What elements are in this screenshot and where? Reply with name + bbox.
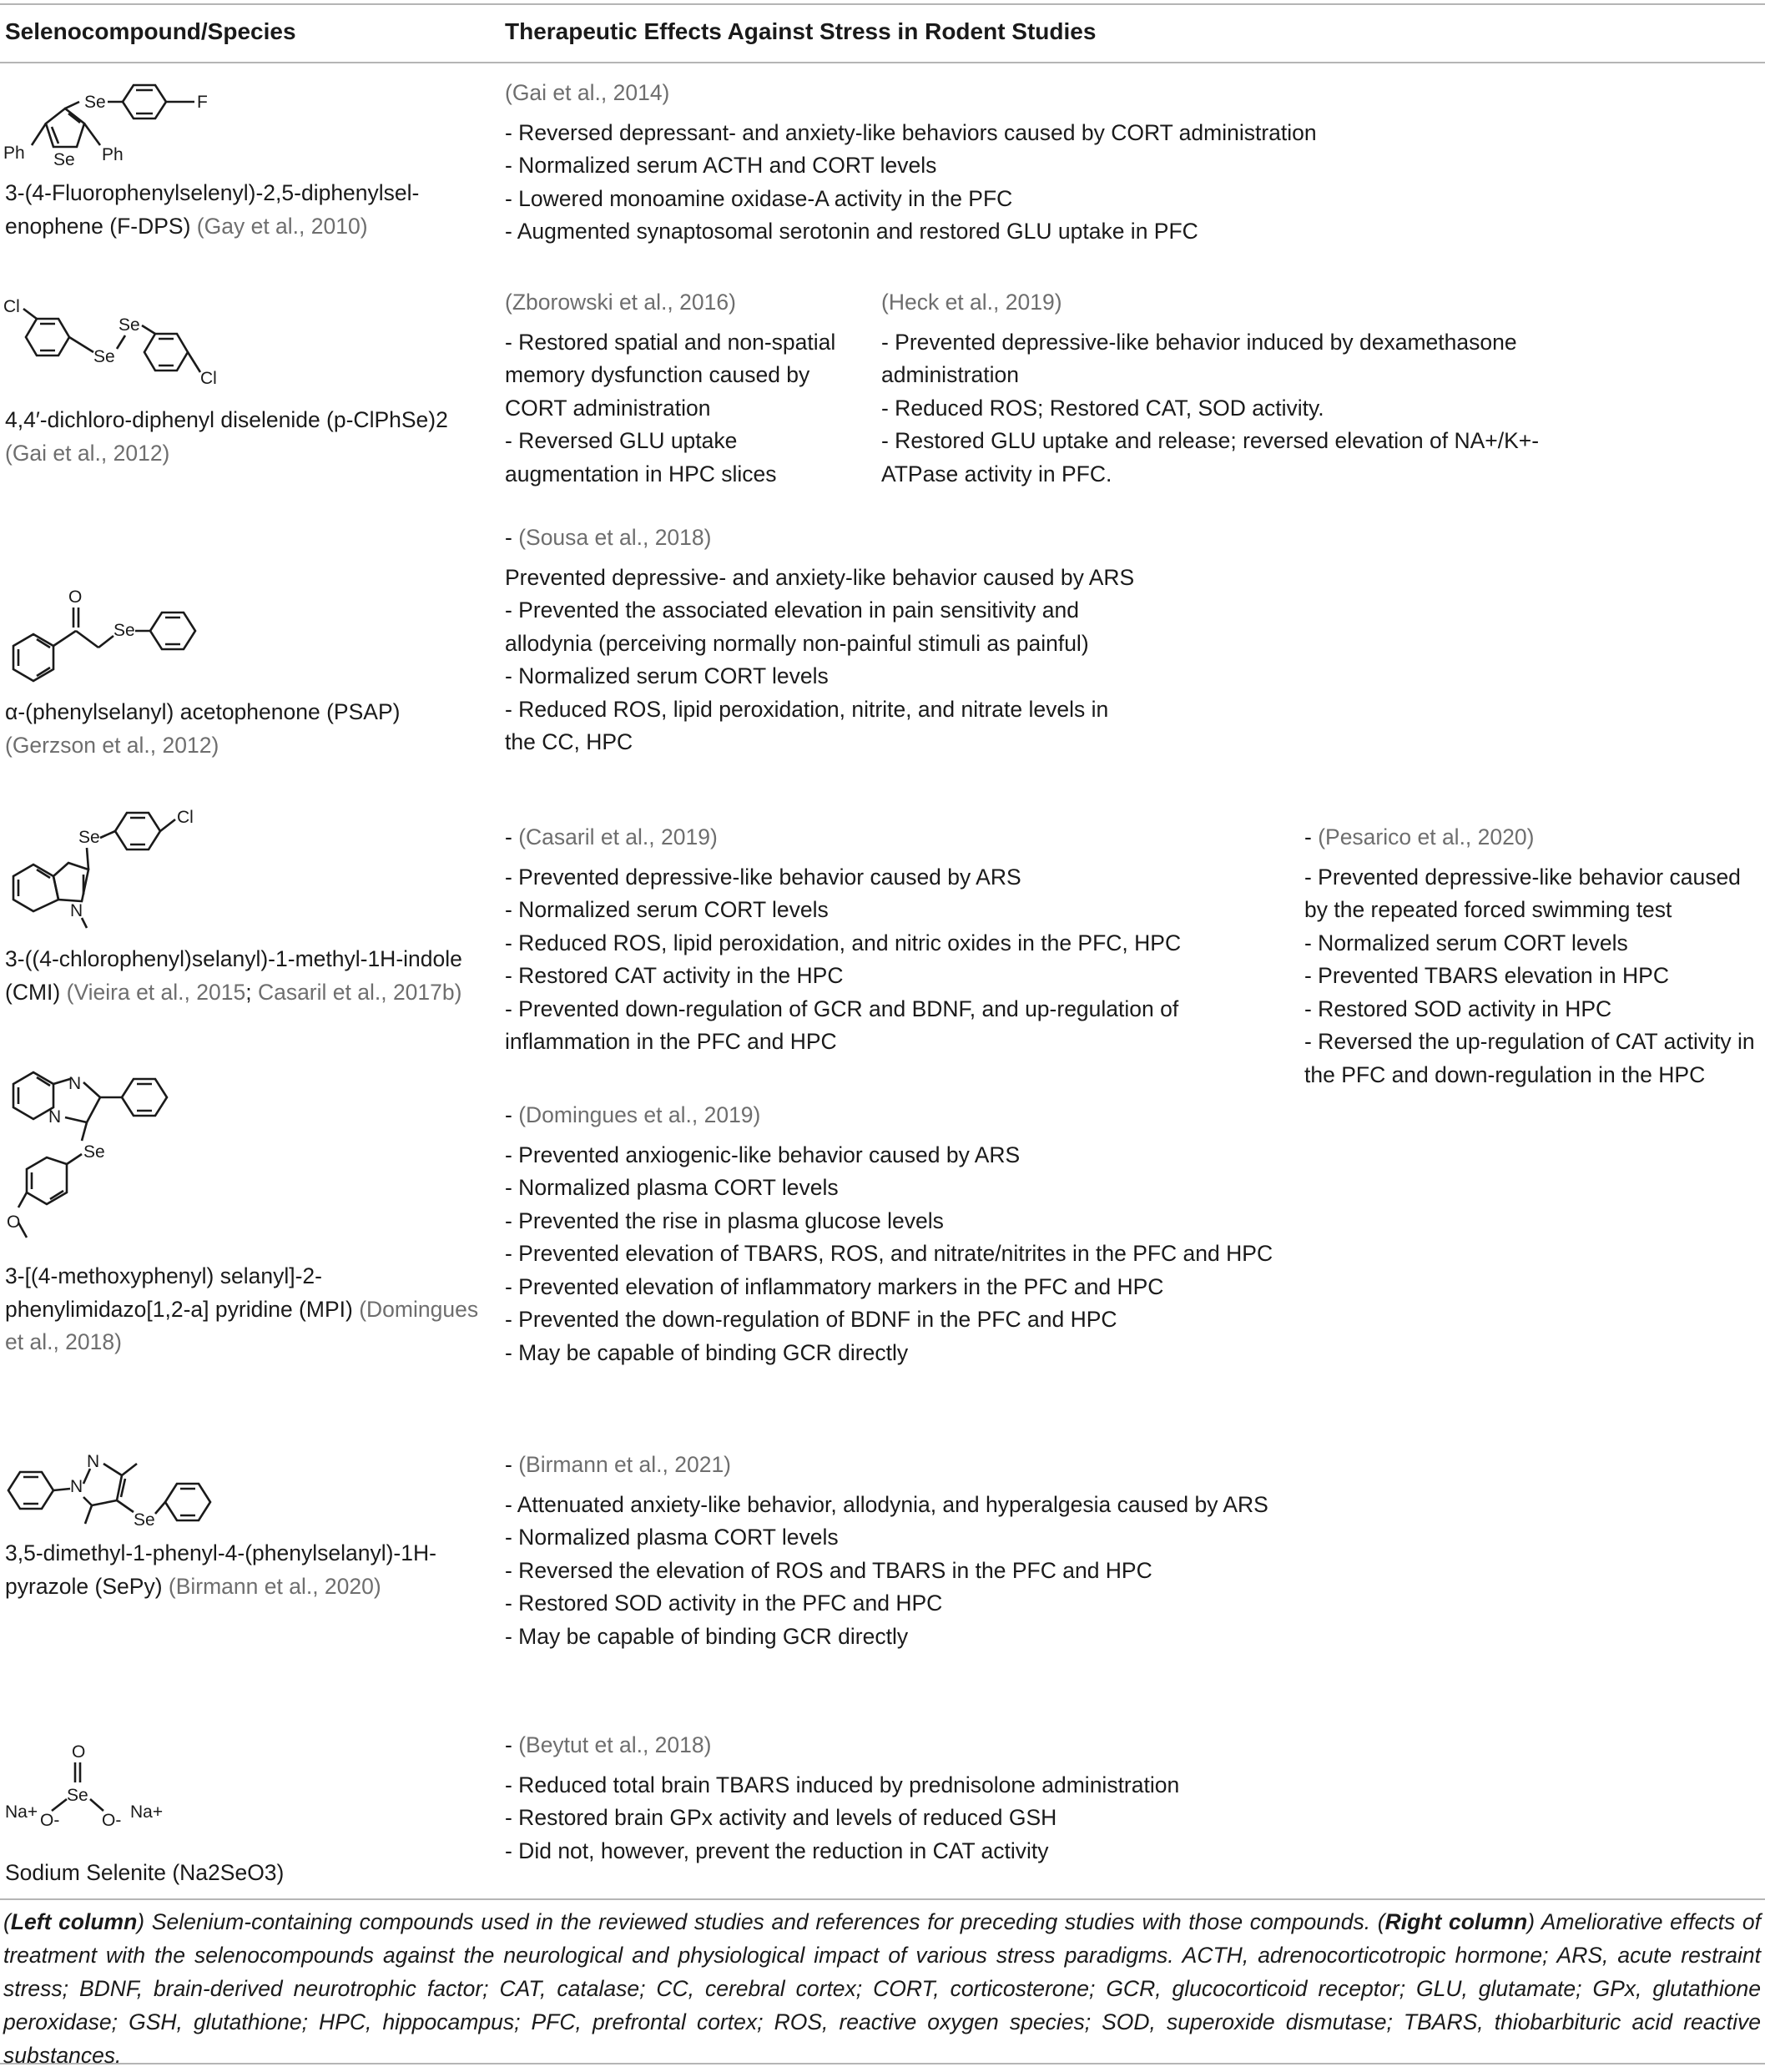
effect-item: - Prevented TBARS elevation in HPC <box>1304 963 1669 988</box>
effect-item: - Normalized plasma CORT levels <box>505 1175 839 1200</box>
table-caption: (Left column) Selenium-containing compounds used in the reviewed studies and references for preceding studies with those compounds. (Right column) Ameliorative effects of treatment with the selenocompounds against the neurological and physiological impact of various stress paradigms. ACTH, adrenocorticotropic hormone; ARS, acute restraint stress; BDNF, brain-derived neurotrophic factor; CAT, catalase; CC, cerebral cortex; CORT, corticosterone; GCR, glucocorticoid receptor; GLU, glutamate; GPx, glutathione peroxidase; GSH, glutathione; HPC, hippocampus; PFC, prefrontal cortex; ROS, reactive oxygen species; SOD, superoxide dismutase; TBARS, thiobarbituric acid reactive substances. <box>3 1909 1761 2068</box>
sepy-ref-link[interactable]: (Birmann et al., 2020) <box>168 1573 381 1599</box>
mpi-n1-label: N <box>68 1074 82 1093</box>
effect-item: - Normalized serum CORT levels <box>505 897 829 922</box>
effect-item: - Prevented the down-regulation of BDNF in the PFC and HPC <box>505 1307 1117 1332</box>
diselenide-cl-left-label: Cl <box>3 297 20 316</box>
effect-item: - Prevented the rise in plasma glucose levels <box>505 1207 944 1233</box>
effect-item: - Normalized plasma CORT levels <box>505 1525 839 1550</box>
effect-item: - Prevented down-regulation of GCR and BDNF, and up-regulation of inflammation in the PFC and HPC <box>505 996 1179 1054</box>
effect-item: - Attenuated anxiety-like behavior, allodynia, and hyperalgesia caused by ARS <box>505 1491 1268 1517</box>
effect-item: - Prevented depressive-like behavior caused by ARS <box>505 864 1021 890</box>
effect-item: - Prevented elevation of TBARS, ROS, and nitrate/nitrites in the PFC and HPC <box>505 1241 1273 1266</box>
diselenide-name-text: 4,4′-dichloro-diphenyl diselenide (p-ClPhSe)2 <box>5 407 448 432</box>
cmi-structure-image <box>0 799 250 925</box>
effect-item: - Reversed the up-regulation of CAT activity in the PFC and down-regulation in the HPC <box>1304 1029 1755 1087</box>
effect-item: - Reversed the elevation of ROS and TBARS in the PFC and HPC <box>505 1557 1152 1583</box>
diselenide-cl-right-label: Cl <box>200 369 217 388</box>
selenite-o-right-label: O- <box>102 1811 122 1830</box>
selenite-na-right-label: Na+ <box>130 1802 164 1822</box>
effect-item: - Restored GLU uptake and release; reversed elevation of NA+/K+-ATPase activity in PFC. <box>881 428 1540 486</box>
effect-item: - Normalized serum CORT levels <box>505 663 829 688</box>
effect-item: Prevented depressive- and anxiety-like behavior caused by ARS <box>505 564 1135 590</box>
effect-item: - Restored CAT activity in the HPC <box>505 963 844 988</box>
fdps-ring-se-label: Se <box>53 150 75 169</box>
selenite-structure-image <box>0 1736 250 1844</box>
birmann-2021-study <box>505 1449 1281 1653</box>
mpi-ref-link[interactable]: (Domingues et al., 2018) <box>5 1296 479 1354</box>
domingues-2019-study <box>505 1099 1281 1369</box>
psap-name-text: α-(phenylselanyl) acetophenone (PSAP) <box>5 699 401 724</box>
effect-item: - Reduced total brain TBARS induced by prednisolone administration <box>505 1772 1180 1797</box>
cmi-ref-close: ) <box>454 979 462 1005</box>
zborowski-2016-citation[interactable]: (Zborowski et al., 2016) <box>505 290 736 315</box>
mpi-o-label: O <box>7 1212 21 1232</box>
selenite-se-label: Se <box>67 1786 88 1805</box>
effect-item: - Reversed depressant- and anxiety-like behaviors caused by CORT administration <box>505 119 1317 145</box>
effect-item: - Restored spatial and non-spatial memory dysfunction caused by CORT administration <box>505 329 836 421</box>
birmann-2021-citation[interactable]: (Birmann et al., 2021) <box>518 1452 732 1477</box>
effect-item: - Did not, however, prevent the reduction in CAT activity <box>505 1838 1049 1863</box>
effect-item: - Restored SOD activity in HPC <box>1304 996 1612 1021</box>
fdps-se-label: Se <box>84 93 106 112</box>
effect-item: - Restored brain GPx activity and levels of reduced GSH <box>505 1805 1057 1830</box>
psap-se-label: Se <box>113 621 135 640</box>
psap-o-label: O <box>68 587 83 607</box>
effect-item: - Prevented elevation of inflammatory markers in the PFC and HPC <box>505 1273 1164 1299</box>
sepy-structure-image <box>0 1450 250 1534</box>
beytut-2018-citation[interactable]: (Beytut et al., 2018) <box>518 1732 712 1757</box>
effect-item: - May be capable of binding GCR directly <box>505 1339 909 1365</box>
psap-compound-name <box>5 696 489 762</box>
effect-item: - Prevented anxiogenic-like behavior caused by ARS <box>505 1142 1021 1167</box>
caption-left-text: Selenium-containing compounds used in the reviewed studies and references for preceding studies with those compounds. <box>144 1909 1378 1934</box>
sousa-2018-prefix: - <box>505 525 519 550</box>
mpi-se-label: Se <box>83 1142 105 1162</box>
effect-item: - Lowered monoamine oxidase-A activity in the PFC <box>505 185 1013 211</box>
table-top-rule <box>0 3 1765 5</box>
cmi-n-label: N <box>70 901 83 920</box>
mpi-compound-name <box>5 1260 497 1359</box>
sepy-n1-label: N <box>70 1477 83 1496</box>
caption-right-label: Right column <box>1384 1909 1528 1934</box>
casaril-2019-study <box>505 821 1281 1059</box>
table-bottom-rule <box>0 1898 1765 1900</box>
cmi-ref-casaril-link[interactable]: Casaril et al., 2017b <box>257 979 455 1005</box>
effect-item: - Reversed GLU uptake augmentation in HPC slices <box>505 428 777 486</box>
mpi-structure-image <box>0 1064 250 1264</box>
casaril-2019-citation[interactable]: (Casaril et al., 2019) <box>518 824 718 849</box>
beytut-2018-study <box>505 1729 1281 1868</box>
selenite-o-top-label: O <box>72 1742 86 1762</box>
fdps-ref-link[interactable]: (Gay et al., 2010) <box>196 213 368 239</box>
effect-item: - Prevented depressive-like behavior induced by dexamethasone administration <box>881 329 1517 387</box>
diselenide-ref-link[interactable]: (Gai et al., 2012) <box>5 440 170 466</box>
cmi-ref-open: ( <box>66 979 74 1005</box>
psap-ref-link[interactable]: (Gerzson et al., 2012) <box>5 732 219 758</box>
fdps-f-label: F <box>197 93 208 112</box>
domingues-2019-citation[interactable]: (Domingues et al., 2019) <box>518 1102 761 1127</box>
sepy-se-label: Se <box>134 1510 155 1530</box>
sousa-2018-study <box>505 522 1139 759</box>
effect-item: - May be capable of binding GCR directly <box>505 1623 909 1649</box>
heck-2019-study <box>881 286 1549 491</box>
zborowski-2016-study <box>505 286 872 491</box>
diselenide-structure-image <box>0 292 250 392</box>
fdps-ph-right-label: Ph <box>102 145 124 164</box>
cmi-cl-label: Cl <box>177 808 194 827</box>
effect-item: - Reduced ROS, lipid peroxidation, and nitric oxides in the PFC, HPC <box>505 930 1182 955</box>
header-col-effects: Therapeutic Effects Against Stress in Rodent Studies <box>505 18 1097 44</box>
caption-right-text: Ameliorative effects of treatment with the selenocompounds against the neurological and physiological impact of various stress paradigms. ACTH, adrenocorticotropic hormone; ARS, acute restraint stress; BDNF, brain-derived neurotrophic factor; CAT, catalase; CC, cerebral cortex; CORT, corticosterone; GCR, glucocorticoid receptor; GLU, glutamate; GPx, glutathione peroxidase; GSH, glutathione; HPC, hippocampus; PFC, prefrontal cortex; ROS, reactive oxygen species; SOD, superoxide dismutase; TBARS, thiobarbituric acid reactive substances. <box>3 1909 1761 2068</box>
heck-2019-citation[interactable]: (Heck et al., 2019) <box>881 290 1062 315</box>
cmi-ref-vieira-link[interactable]: Vieira et al., 2015 <box>73 979 246 1005</box>
diselenide-compound-name <box>5 404 489 470</box>
effect-item: - Restored SOD activity in the PFC and HPC <box>505 1591 943 1616</box>
cmi-compound-name <box>5 943 497 1009</box>
fdps-compound-name <box>5 177 472 243</box>
diselenide-se2-label: Se <box>119 315 140 335</box>
selenite-o-left-label: O- <box>40 1811 60 1830</box>
mpi-n2-label: N <box>48 1107 62 1127</box>
mpi-name-text: 3-[(4-methoxyphenyl) selanyl]-2-phenylimidazo[1,2-a] pyridine (MPI) <box>5 1263 353 1322</box>
selenite-compound-name: Sodium Selenite (Na2SeO3) <box>5 1860 285 1885</box>
effect-item: - Reduced ROS, lipid peroxidation, nitrite, and nitrate levels in the CC, HPC <box>505 696 1109 754</box>
effect-item: - Normalized serum ACTH and CORT levels <box>505 153 937 178</box>
effect-item: - Prevented depressive-like behavior caused by the repeated forced swimming test <box>1304 864 1741 922</box>
header-col-compound: Selenocompound/Species <box>5 18 296 44</box>
effect-item: - Augmented synaptosomal serotonin and restored GLU uptake in PFC <box>505 219 1198 244</box>
pesarico-2020-study <box>1304 821 1763 1091</box>
effect-item: - Reduced ROS; Restored CAT, SOD activity. <box>881 395 1324 421</box>
gai-2014-study <box>505 77 1423 249</box>
cmi-se-label: Se <box>78 828 100 847</box>
fdps-structure-image <box>0 83 250 175</box>
beytut-2018-prefix: - <box>505 1732 519 1757</box>
fdps-name-text: 3-(4-Fluorophenylselenyl)-2,5-diphenylsel-enophene (F-DPS) <box>5 180 420 239</box>
psap-structure-image <box>0 584 250 693</box>
gai-2014-citation[interactable]: (Gai et al., 2014) <box>505 80 670 105</box>
domingues-2019-prefix: - <box>505 1102 519 1127</box>
sousa-2018-citation[interactable]: (Sousa et al., 2018) <box>518 525 712 550</box>
diselenide-se1-label: Se <box>93 347 115 366</box>
birmann-2021-prefix: - <box>505 1452 519 1477</box>
effect-item: - Prevented the associated elevation in pain sensitivity and allodynia (perceiving normally non-painful stimuli as painful) <box>505 597 1089 656</box>
casaril-2019-prefix: - <box>505 824 519 849</box>
sepy-n2-label: N <box>87 1452 100 1471</box>
effect-item: - Normalized serum CORT levels <box>1304 930 1628 955</box>
header-bottom-rule <box>0 62 1765 63</box>
sepy-compound-name <box>5 1537 481 1603</box>
sepy-name-text: 3,5-dimethyl-1-phenyl-4-(phenylselanyl)-1H-pyrazole (SePy) <box>5 1540 436 1599</box>
caption-left-label: Left column <box>10 1909 138 1934</box>
fdps-ph-left-label: Ph <box>3 144 25 163</box>
pesarico-2020-prefix: - <box>1304 824 1319 849</box>
selenite-na-left-label: Na+ <box>5 1802 38 1822</box>
pesarico-2020-citation[interactable]: (Pesarico et al., 2020) <box>1318 824 1535 849</box>
cmi-ref-sep: ; <box>245 979 258 1005</box>
cmi-name-text: 3-((4-chlorophenyl)selanyl)-1-methyl-1H-indole (CMI) <box>5 946 462 1005</box>
